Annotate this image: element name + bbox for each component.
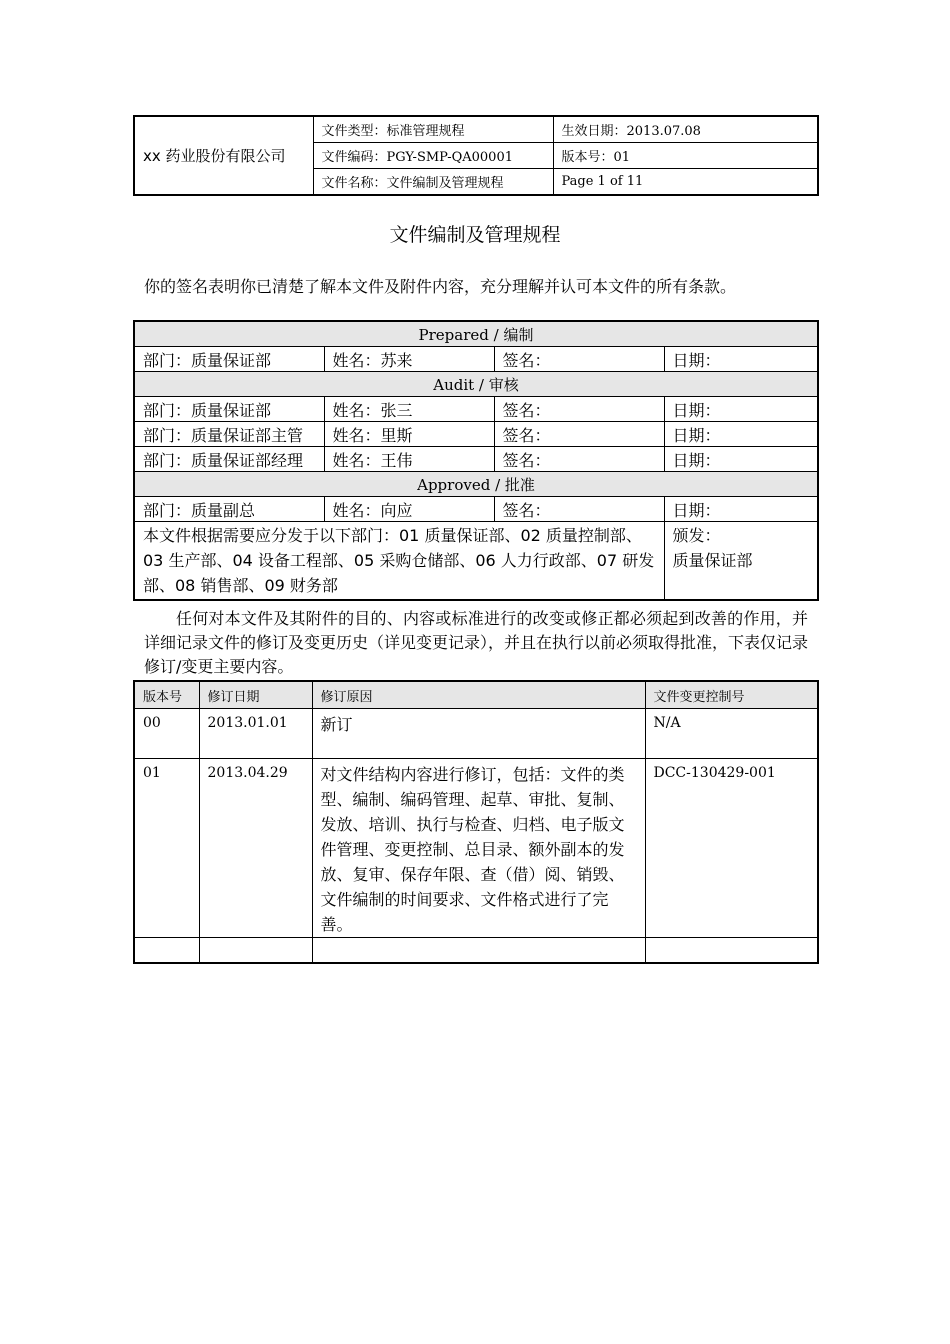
revision-control-number: DCC-130429-001 [645,759,818,938]
issue-cell [664,522,818,601]
column-header-version: 版本号 [134,681,199,709]
column-header-date: 修订日期 [199,681,312,709]
column-header-control-number: 文件变更控制号 [645,681,818,709]
prepared-sign: 签名： [494,347,664,372]
audit-sign: 签名： [494,422,664,447]
revision-reason: 对文件结构内容进行修订，包括：文件的类型、编制、编码管理、起草、审批、复制、发放、培训、执行与检查、归档、电子版文件管理、变更控制、总目录、额外副本的发放、复审、保存年限、查（借）阅、销毁、文件编制的时间要求、文件格式进行了完善。 [312,759,645,938]
audit-dept: 部门：质量保证部主管 [134,422,324,447]
company-name: xx 药业股份有限公司 [134,116,313,195]
doc-code: 文件编码：PGY-SMP-QA00001 [313,143,553,169]
prepared-section-header: Prepared / 编制 [134,321,818,347]
doc-name: 文件名称：文件编制及管理规程 [313,169,553,196]
audit-sign: 签名： [494,397,664,422]
audit-name: 姓名：王伟 [324,447,494,472]
revision-reason: 新订 [312,709,645,759]
issue-label: 颁发： [672,526,721,545]
approved-row [134,497,818,522]
page-number: Page 1 of 11 [553,169,818,196]
audit-dept: 部门：质量保证部经理 [134,447,324,472]
table-row [134,759,818,938]
distribution-list: 本文件根据需要应分发于以下部门：01 质量保证部、02 质量控制部、03 生产部、04 设备工程部、05 采购仓储部、06 人力行政部、07 研发部、08 销售部、09 财务部 [134,522,664,601]
document-title: 文件编制及管理规程 [389,224,561,246]
revision-history-table [133,680,819,964]
audit-date: 日期： [664,422,818,447]
prepared-dept: 部门：质量保证部 [134,347,324,372]
signature-statement: 你的签名表明你已清楚了解本文件及附件内容，充分理解并认可本文件的所有条款。 [144,277,737,296]
revision-date: 2013.01.01 [199,709,312,759]
version-number: 版本号：01 [553,143,818,169]
doc-type: 文件类型：标准管理规程 [313,116,553,143]
revision-date: 2013.04.29 [199,759,312,938]
audit-sign: 签名： [494,447,664,472]
audit-dept: 部门：质量保证部 [134,397,324,422]
audit-section-header: Audit / 审核 [134,372,818,397]
audit-row [134,397,818,422]
empty-cell [134,938,199,963]
table-row-empty [134,938,818,963]
prepared-name: 姓名：苏来 [324,347,494,372]
approved-name: 姓名：向应 [324,497,494,522]
approved-sign: 签名： [494,497,664,522]
document-header-table [133,115,819,196]
empty-cell [312,938,645,963]
revision-notice-paragraph: 任何对本文件及其附件的目的、内容或标准进行的改变或修正都必须起到改善的作用，并详细记录文件的修订及变更历史（详见变更记录），并且在执行以前必须取得批准，下表仅记录修订/变更主要内容。 [144,609,809,676]
approved-section-header: Approved / 批准 [134,472,818,497]
audit-name: 姓名：张三 [324,397,494,422]
approved-date: 日期： [664,497,818,522]
effective-date: 生效日期：2013.07.08 [553,116,818,143]
revision-version: 01 [134,759,199,938]
issue-department: 质量保证部 [672,551,753,570]
audit-name: 姓名：里斯 [324,422,494,447]
empty-cell [645,938,818,963]
approval-table [133,320,819,601]
audit-row [134,422,818,447]
revision-version: 00 [134,709,199,759]
audit-date: 日期： [664,447,818,472]
approved-dept: 部门：质量副总 [134,497,324,522]
revision-control-number: N/A [645,709,818,759]
empty-cell [199,938,312,963]
audit-date: 日期： [664,397,818,422]
column-header-reason: 修订原因 [312,681,645,709]
audit-row [134,447,818,472]
table-row [134,709,818,759]
prepared-date: 日期： [664,347,818,372]
prepared-row [134,347,818,372]
